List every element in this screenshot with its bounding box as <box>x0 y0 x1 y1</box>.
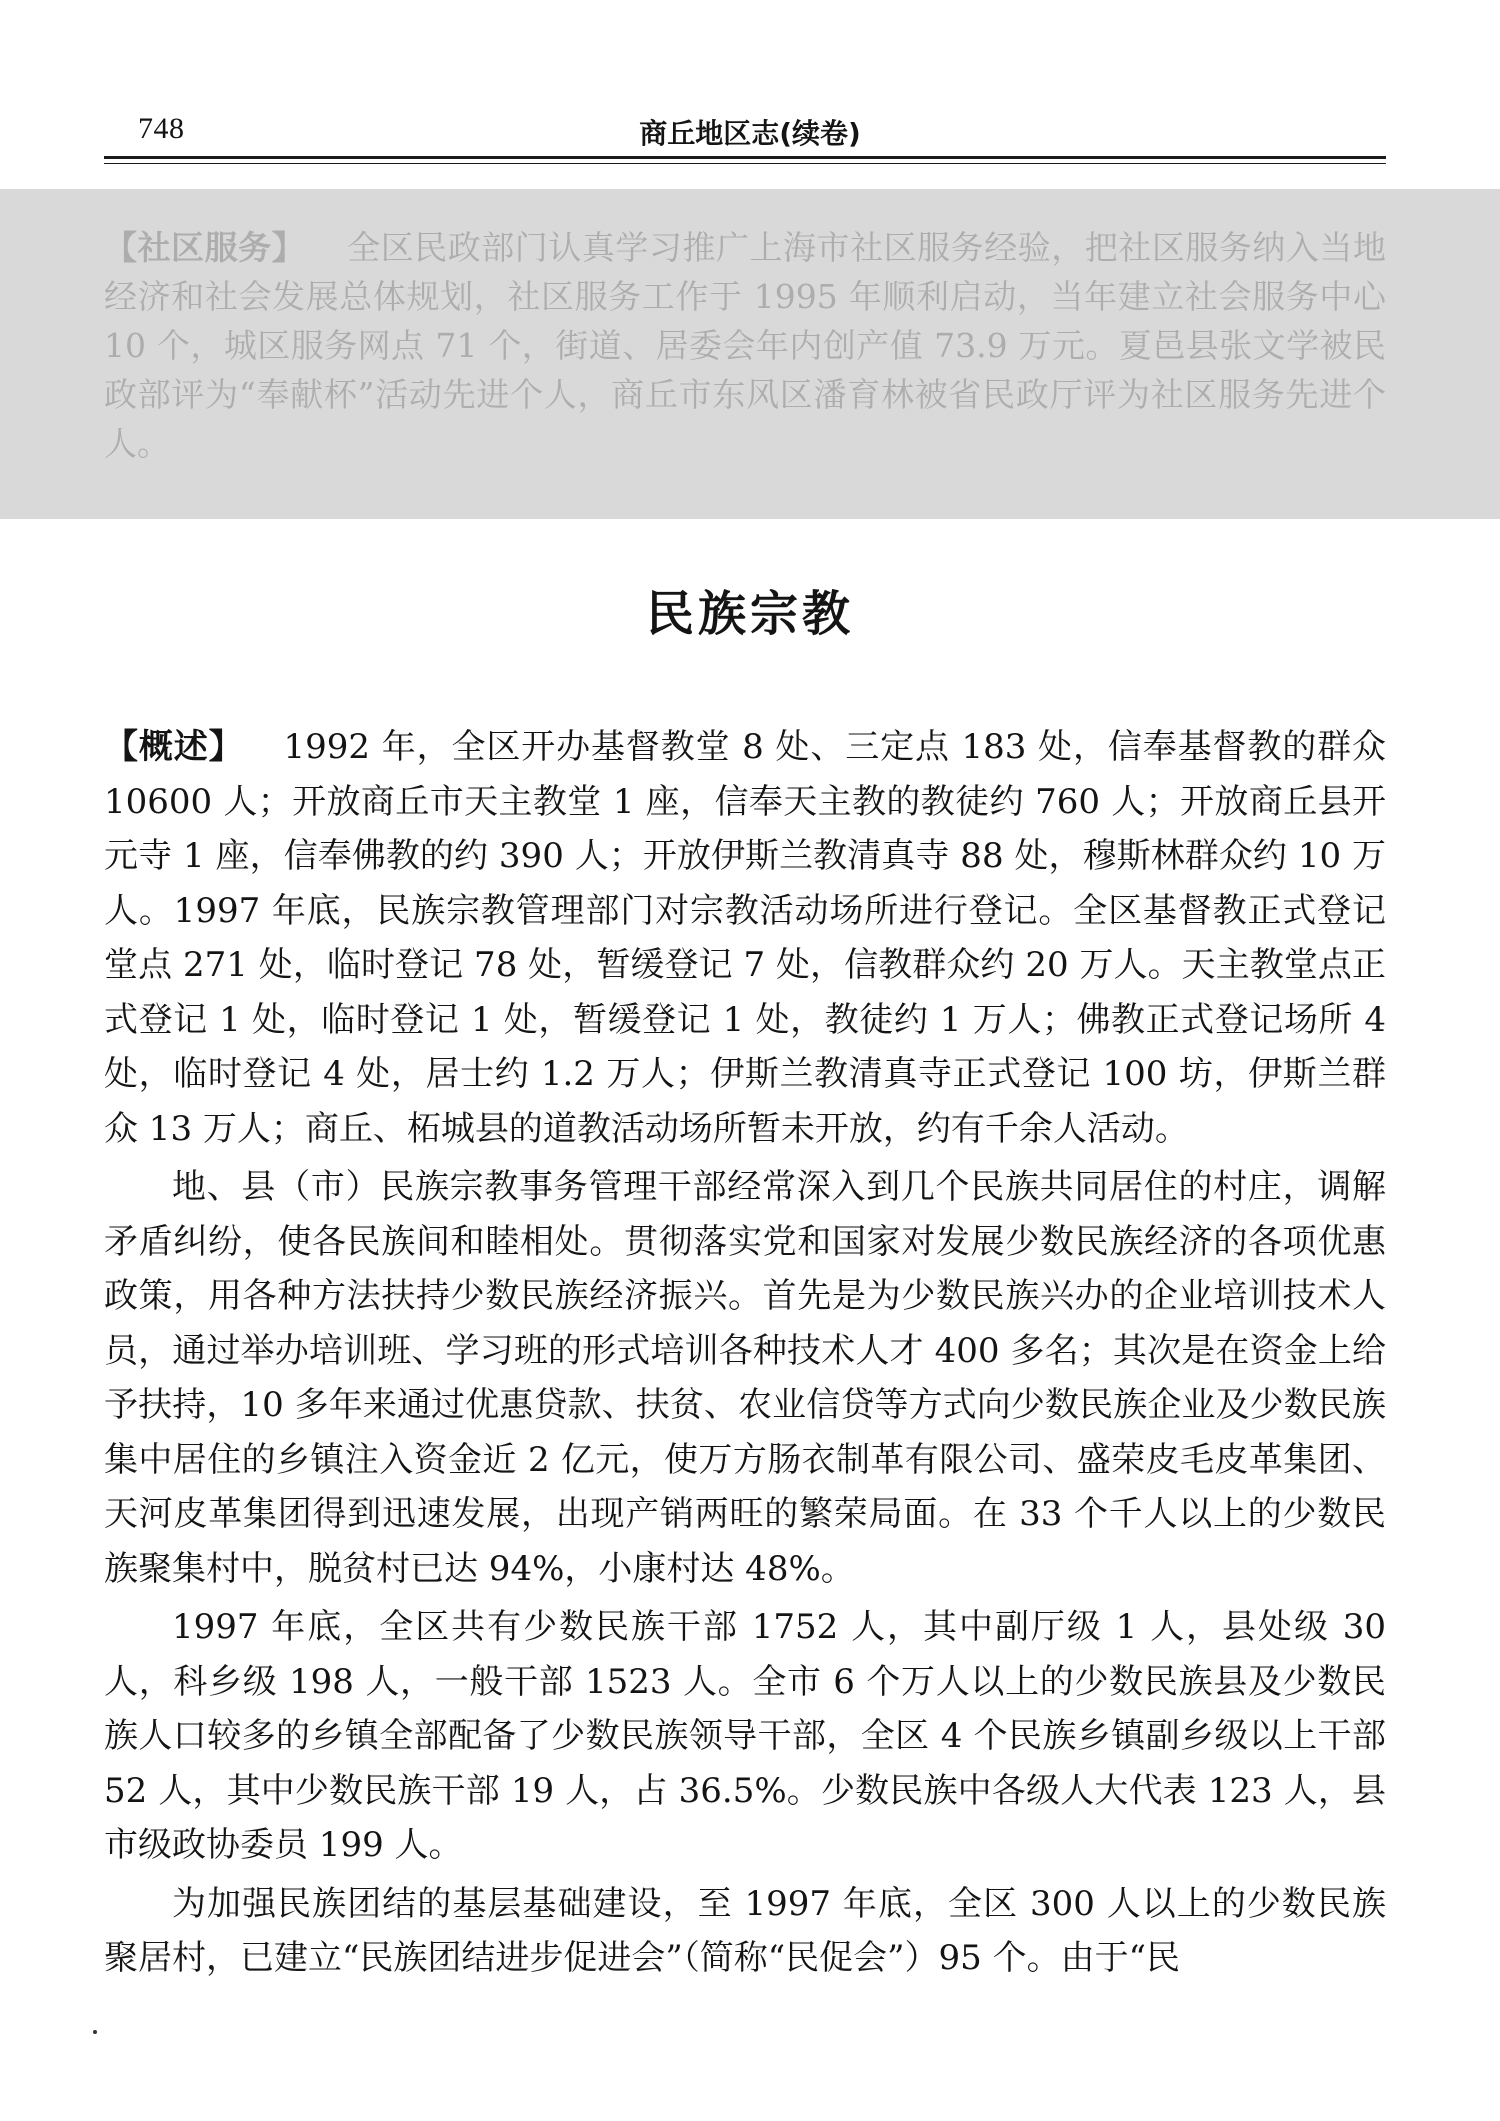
header-rule-thin <box>104 163 1386 164</box>
section-title: 民族宗教 <box>645 586 854 642</box>
previous-section-text: 全区民政部门认真学习推广上海市社区服务经验，把社区服务纳入当地经济和社会发展总体规划，社区服务工作于 1995 年顺利启动，当年建立社会服务中心 10 个，城区服务网点 71 个，街道、居委会年内创产值 73.9 万元。夏邑县张文学被民政部评为“奉献杯”活动先进个人，商丘市东风区潘育林被省民政厅评为社区服务先进个人。 <box>104 228 1387 463</box>
overview-paragraph <box>104 720 1386 1156</box>
previous-section-paragraph <box>104 223 1386 468</box>
paragraph-unity: 为加强民族团结的基层基础建设，至 1997 年底，全区 300 人以上的少数民族聚居村，已建立“民族团结进步促进会”（简称“民促会”）95 个。由于“民 <box>104 1883 1386 1978</box>
previous-section-tag: 【社区服务】 <box>104 228 306 267</box>
paragraph-text: 1992 年，全区开办基督教堂 8 处、三定点 183 处，信奉基督教的群众 10600 人；开放商丘市天主教堂 1 座，信奉天主教的教徒约 760 人；开放商丘县开元寺 1 座，信奉佛教的约 390 人；开放伊斯兰教清真寺 88 处，穆斯林群众约 10 万人。1997 年底，民族宗教管理部门对宗教活动场所进行登记。全区基督教正式登记堂点 271 处，临时登记 78 处，暂缓登记 7 处，信教群众约 20 万人。天主教堂点正式登记 1 处，临时登记 1 处，暂缓登记 1 处，教徒约 1 万人；佛教正式登记场所 4 处，临时登记 4 处，居士约 1.2 万人；伊斯兰教清真寺正式登记 100 坊，伊斯兰群众 13 万人；商丘、柘城县的道教活动场所暂未开放，约有千余人活动。 <box>104 727 1387 1149</box>
page-number: 748 <box>138 112 185 145</box>
paragraph-cadres: 1997 年底，全区共有少数民族干部 1752 人，其中副厅级 1 人，县处级 30 人，科乡级 198 人，一般干部 1523 人。全市 6 个万人以上的少数民族县及少数民族人口较多的乡镇全部配备了少数民族领导干部，全区 4 个民族乡镇副乡级以上干部 52 人，其中少数民族干部 19 人，占 36.5%。少数民族中各级人大代表 123 人，县市级政协委员 199 人。 <box>104 1607 1386 1865</box>
header-rule-thick <box>104 156 1386 159</box>
section-body <box>104 720 1386 1990</box>
overview-tag: 【概述】 <box>104 727 244 767</box>
scan-speck <box>93 2030 97 2034</box>
running-title: 商丘地区志(续卷) <box>639 117 861 150</box>
paragraph-economy: 地、县（市）民族宗教事务管理干部经常深入到几个民族共同居住的村庄，调解矛盾纠纷，使各民族间和睦相处。贯彻落实党和国家对发展少数民族经济的各项优惠政策，用各种方法扶持少数民族经济振兴。首先是为少数民族兴办的企业培训技术人员，通过举办培训班、学习班的形式培训各种技术人才 400 多名；其次是在资金上给予扶持，10 多年来通过优惠贷款、扶贫、农业信贷等方式向少数民族企业及少数民族集中居住的乡镇注入资金近 2 亿元，使万方肠衣制革有限公司、盛荣皮毛皮革集团、天河皮革集团得到迅速发展，出现产销两旺的繁荣局面。在 33 个千人以上的少数民族聚集村中，脱贫村已达 94%，小康村达 48%。 <box>104 1167 1386 1589</box>
